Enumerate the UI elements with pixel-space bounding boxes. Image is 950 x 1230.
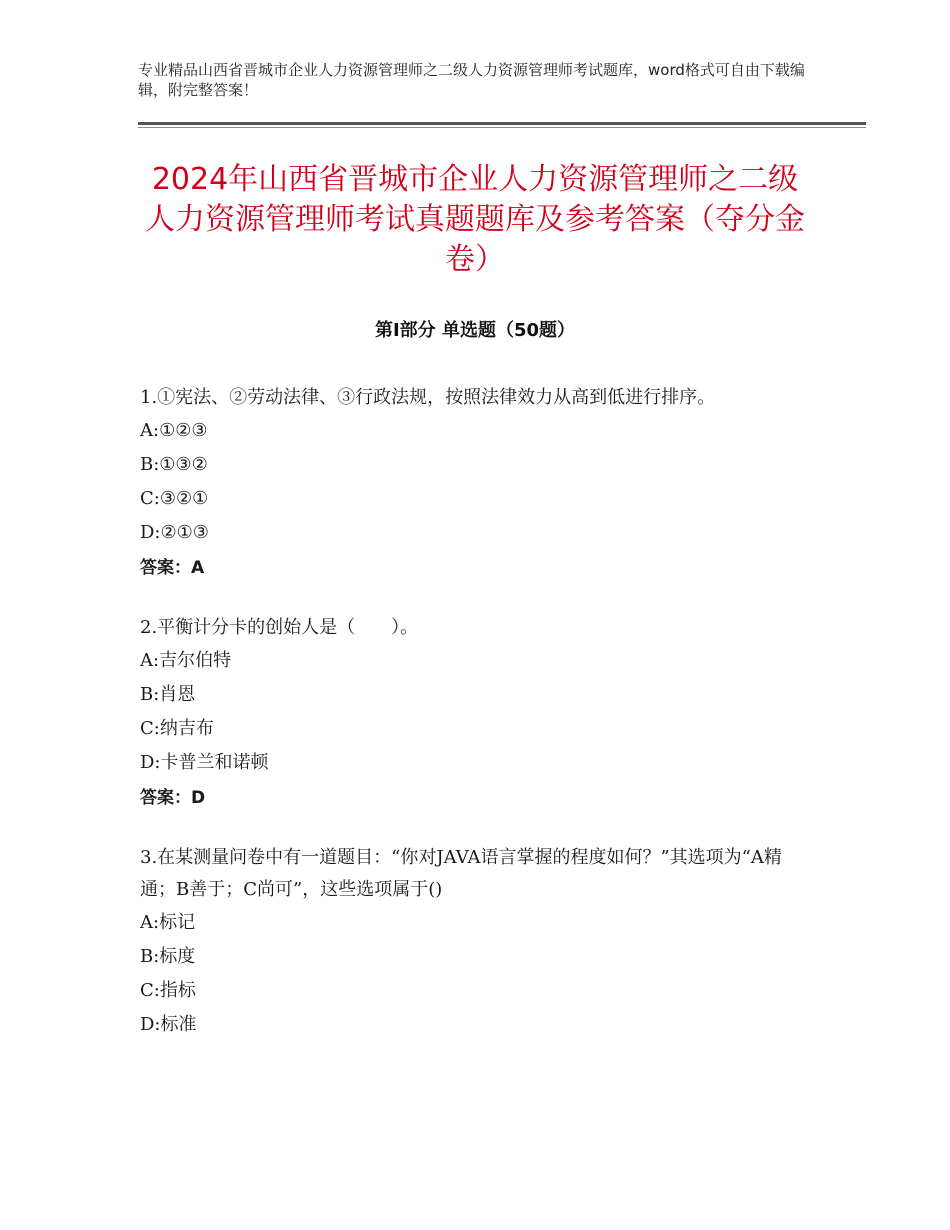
header-note: 专业精品山西省晋城市企业人力资源管理师之二级人力资源管理师考试题库，word格式可自由下载编辑，附完整答案！ (138, 61, 805, 99)
question-stem: 2.平衡计分卡的创始人是（ ）。 (140, 617, 419, 638)
option-b: B:①③② (140, 454, 208, 475)
answer: 答案：D (140, 788, 206, 808)
option-c: C:③②① (140, 488, 209, 509)
answer: 答案：A (140, 558, 205, 578)
question-2 (140, 612, 812, 816)
question-stem: 3.在某测量问卷中有一道题目：“你对JAVA语言掌握的程度如何？”其选项为“A精通；B善于；C尚可”，这些选项属于() (140, 847, 782, 900)
option-c: C:指标 (140, 980, 196, 1001)
question-3 (140, 842, 812, 1042)
question-list (140, 382, 812, 1068)
option-d: D:卡普兰和诺顿 (140, 752, 269, 773)
option-a: A:吉尔伯特 (140, 650, 232, 671)
header-rule-thin (138, 127, 866, 128)
option-b: B:肖恩 (140, 684, 196, 705)
question-1 (140, 382, 812, 586)
option-a: A:①②③ (140, 420, 208, 441)
option-c: C:纳吉布 (140, 718, 214, 739)
header-rule-thick (138, 122, 866, 125)
document-title: 2024年山西省晋城市企业人力资源管理师之二级人力资源管理师考试真题题库及参考答案（夺分金卷） (145, 162, 805, 277)
option-d: D:②①③ (140, 522, 209, 543)
section-title: 第Ⅰ部分 单选题（50题） (374, 320, 575, 341)
question-stem: 1.①宪法、②劳动法律、③行政法规，按照法律效力从高到低进行排序。 (140, 387, 716, 408)
option-a: A:标记 (140, 912, 196, 933)
option-b: B:标度 (140, 946, 196, 967)
option-d: D:标准 (140, 1014, 197, 1035)
